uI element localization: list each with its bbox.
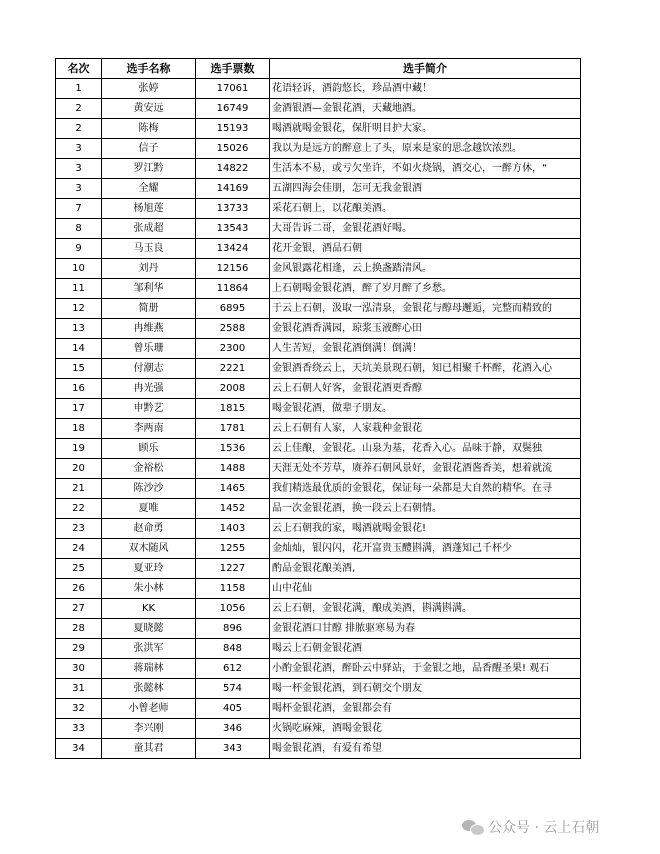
intro-text: 我以为是远方的醉意上了头，原来是家的思念越饮浓烈。: [272, 143, 522, 154]
intro-text: 大哥告诉二哥，金银花酒好喝。: [272, 223, 412, 234]
intro-text: 我们精选最优质的金银花，保证每一朵都是大自然的精华。在寻: [272, 483, 552, 494]
name-cell: 刘丹: [102, 259, 196, 279]
rank-cell: 23: [56, 519, 102, 539]
name-cell: 朱小林: [102, 579, 196, 599]
intro-cell: [270, 419, 581, 439]
votes-cell: 405: [196, 699, 270, 719]
table-row: [56, 179, 581, 199]
intro-text: 云上石朝人好客，金银花酒更香醇: [272, 383, 422, 394]
intro-cell: [270, 659, 581, 679]
intro-cell: [270, 159, 581, 179]
name-cell: 信子: [102, 139, 196, 159]
votes-cell: 612: [196, 659, 270, 679]
intro-cell: [270, 379, 581, 399]
intro-text: 金银酒香绕云上，天坑美景现石朝，知已相聚千杯醉，花酒入心: [272, 363, 552, 374]
name-cell: 赵命勇: [102, 519, 196, 539]
vote-ranking-sheet: [55, 58, 580, 759]
rank-cell: 12: [56, 299, 102, 319]
wechat-icon: [462, 818, 484, 836]
votes-cell: 896: [196, 619, 270, 639]
table-row: [56, 79, 581, 99]
table-header-row: [56, 59, 581, 79]
table-row: [56, 159, 581, 179]
votes-cell: 16749: [196, 99, 270, 119]
votes-cell: 1781: [196, 419, 270, 439]
rank-cell: 3: [56, 159, 102, 179]
votes-cell: 11864: [196, 279, 270, 299]
intro-cell: [270, 739, 581, 759]
intro-cell: [270, 99, 581, 119]
table-row: [56, 379, 581, 399]
votes-cell: 14822: [196, 159, 270, 179]
rank-cell: 2: [56, 119, 102, 139]
name-cell: 夏晓懿: [102, 619, 196, 639]
table-row: [56, 439, 581, 459]
table-row: [56, 499, 581, 519]
rank-cell: 31: [56, 679, 102, 699]
table-row: [56, 519, 581, 539]
votes-cell: 2300: [196, 339, 270, 359]
table-row: [56, 419, 581, 439]
rank-cell: 15: [56, 359, 102, 379]
intro-cell: [270, 239, 581, 259]
intro-cell: [270, 439, 581, 459]
intro-cell: [270, 219, 581, 239]
intro-cell: [270, 679, 581, 699]
rank-cell: 26: [56, 579, 102, 599]
rank-cell: 16: [56, 379, 102, 399]
intro-cell: [270, 359, 581, 379]
votes-cell: 1465: [196, 479, 270, 499]
rank-cell: 19: [56, 439, 102, 459]
votes-cell: 848: [196, 639, 270, 659]
name-cell: 黄安远: [102, 99, 196, 119]
name-cell: 金裕松: [102, 459, 196, 479]
rank-cell: 17: [56, 399, 102, 419]
table-row: [56, 619, 581, 639]
name-cell: 张懿林: [102, 679, 196, 699]
intro-cell: [270, 619, 581, 639]
name-cell: 马玉良: [102, 239, 196, 259]
name-cell: 张成超: [102, 219, 196, 239]
name-cell: 曾乐珊: [102, 339, 196, 359]
intro-cell: [270, 139, 581, 159]
name-cell: 邹利华: [102, 279, 196, 299]
intro-cell: [270, 599, 581, 619]
intro-text: 金风银露花相逢，云上换盏踏清风。: [272, 263, 432, 274]
rank-cell: 22: [56, 499, 102, 519]
name-cell: 夏唯: [102, 499, 196, 519]
header-rank: 名次: [56, 59, 102, 79]
table-body: [56, 79, 581, 759]
table-row: [56, 219, 581, 239]
votes-cell: 1158: [196, 579, 270, 599]
votes-cell: 574: [196, 679, 270, 699]
intro-text: 花开金银，酒品石朝: [272, 243, 362, 254]
intro-text: 金酒银酒—金银花酒，天藏地酒。: [272, 103, 422, 114]
votes-cell: 1056: [196, 599, 270, 619]
table-row: [56, 599, 581, 619]
name-cell: 张洪军: [102, 639, 196, 659]
rank-cell: 14: [56, 339, 102, 359]
intro-text: 酌品金银花酿美酒,: [272, 563, 356, 574]
table-row: [56, 659, 581, 679]
intro-text: 山中花仙: [272, 583, 312, 594]
rank-cell: 11: [56, 279, 102, 299]
votes-cell: 2008: [196, 379, 270, 399]
votes-cell: 13424: [196, 239, 270, 259]
table-row: [56, 119, 581, 139]
intro-text: 喝金银花酒，有爱有希望: [272, 743, 382, 754]
table-row: [56, 539, 581, 559]
rank-cell: 1: [56, 79, 102, 99]
intro-text: 云上石朝有人家，人家栽种金银花: [272, 423, 422, 434]
rank-cell: 29: [56, 639, 102, 659]
rank-cell: 13: [56, 319, 102, 339]
name-cell: 张婷: [102, 79, 196, 99]
table-row: [56, 679, 581, 699]
intro-cell: [270, 699, 581, 719]
table-row: [56, 579, 581, 599]
intro-text: 火锅吃麻辣，酒喝金银花: [272, 723, 382, 734]
name-cell: 夏亚玲: [102, 559, 196, 579]
intro-cell: [270, 299, 581, 319]
name-cell: 小曾老师: [102, 699, 196, 719]
name-cell: 简册: [102, 299, 196, 319]
name-cell: 双木随风: [102, 539, 196, 559]
table-row: [56, 399, 581, 419]
votes-cell: 343: [196, 739, 270, 759]
votes-cell: 17061: [196, 79, 270, 99]
rank-cell: 21: [56, 479, 102, 499]
intro-cell: [270, 459, 581, 479]
votes-cell: 6895: [196, 299, 270, 319]
vote-ranking-table: [55, 58, 581, 759]
rank-cell: 20: [56, 459, 102, 479]
intro-cell: [270, 79, 581, 99]
intro-text: 云上石朝，金银花满，酿成美酒，斟满斟满。: [272, 603, 472, 614]
name-cell: 申黔艺: [102, 399, 196, 419]
intro-cell: [270, 179, 581, 199]
rank-cell: 2: [56, 99, 102, 119]
table-row: [56, 719, 581, 739]
rank-cell: 28: [56, 619, 102, 639]
votes-cell: 2588: [196, 319, 270, 339]
table-row: [56, 479, 581, 499]
name-cell: 冉光强: [102, 379, 196, 399]
intro-text: 生活本不易，或亏欠坐许，不如火烧锅，酒交心，一醉方休，“: [272, 163, 548, 174]
votes-cell: 13543: [196, 219, 270, 239]
name-cell: 蒋瑞林: [102, 659, 196, 679]
name-cell: 冉维燕: [102, 319, 196, 339]
rank-cell: 34: [56, 739, 102, 759]
votes-cell: 13733: [196, 199, 270, 219]
votes-cell: 1488: [196, 459, 270, 479]
rank-cell: 33: [56, 719, 102, 739]
intro-text: 采花石朝上，以花酿美酒。: [272, 203, 392, 214]
table-row: [56, 279, 581, 299]
name-cell: 全耀: [102, 179, 196, 199]
table-row: [56, 259, 581, 279]
intro-cell: [270, 719, 581, 739]
intro-text: 天涯无处不芳草，赓养石朝风景好，金银花酒酱香美，想着就流: [272, 463, 552, 474]
table-row: [56, 319, 581, 339]
votes-cell: 1536: [196, 439, 270, 459]
intro-text: 人生苦短，金银花酒倒满！倒满！: [272, 343, 422, 354]
rank-cell: 9: [56, 239, 102, 259]
intro-cell: [270, 519, 581, 539]
table-row: [56, 339, 581, 359]
name-cell: 顾乐: [102, 439, 196, 459]
table-row: [56, 359, 581, 379]
rank-cell: 25: [56, 559, 102, 579]
votes-cell: 15026: [196, 139, 270, 159]
header-name: 选手名称: [102, 59, 196, 79]
account-watermark: [462, 817, 599, 837]
name-cell: 陈梅: [102, 119, 196, 139]
intro-text: 上石朝喝金银花酒，醉了岁月醉了乡愁。: [272, 283, 452, 294]
intro-text: 云上佳酿，金银花。山泉为基，花香入心。品味于静，双鬓独: [272, 443, 542, 454]
rank-cell: 3: [56, 139, 102, 159]
votes-cell: 346: [196, 719, 270, 739]
intro-text: 花语轻诉，酒韵悠长，珍品酒中藏！: [272, 83, 432, 94]
intro-text: 小酌金银花酒，醉卧云中驿站，于金银之地，品香醒圣果! 观石: [272, 663, 550, 674]
rank-cell: 30: [56, 659, 102, 679]
votes-cell: 1815: [196, 399, 270, 419]
rank-cell: 18: [56, 419, 102, 439]
table-row: [56, 99, 581, 119]
votes-cell: 1403: [196, 519, 270, 539]
name-cell: KK: [102, 599, 196, 619]
name-cell: 杨旭莲: [102, 199, 196, 219]
table-row: [56, 739, 581, 759]
table-row: [56, 639, 581, 659]
intro-cell: [270, 579, 581, 599]
intro-cell: [270, 339, 581, 359]
table-row: [56, 299, 581, 319]
intro-text: 喝云上石朝金银花酒: [272, 643, 362, 654]
intro-text: 于云上石朝，汲取一泓清泉，金银花与醇母邂逅，完整而精致的: [272, 303, 552, 314]
intro-cell: [270, 399, 581, 419]
intro-cell: [270, 539, 581, 559]
votes-cell: 14169: [196, 179, 270, 199]
intro-text: 金银花酒口甘醇 排脓驱寒易为春: [272, 623, 416, 634]
rank-cell: 3: [56, 179, 102, 199]
votes-cell: 1255: [196, 539, 270, 559]
intro-text: 喝杯金银花酒，金银都会有: [272, 703, 392, 714]
table-row: [56, 699, 581, 719]
intro-text: 金银花酒香满园，琼浆玉液醉心田: [272, 323, 422, 334]
table-row: [56, 559, 581, 579]
intro-text: 品一次金银花酒，换一段云上石朝情。: [272, 503, 442, 514]
intro-cell: [270, 499, 581, 519]
intro-text: 云上石朝我的家，喝酒就喝金银花!: [272, 523, 427, 534]
table-row: [56, 199, 581, 219]
votes-cell: 1227: [196, 559, 270, 579]
intro-cell: [270, 479, 581, 499]
intro-text: 喝一杯金银花酒，到石朝交个朋友: [272, 683, 422, 694]
rank-cell: 8: [56, 219, 102, 239]
rank-cell: 7: [56, 199, 102, 219]
intro-cell: [270, 279, 581, 299]
name-cell: 罗江黔: [102, 159, 196, 179]
rank-cell: 24: [56, 539, 102, 559]
intro-cell: [270, 119, 581, 139]
name-cell: 李兴刚: [102, 719, 196, 739]
intro-cell: [270, 319, 581, 339]
intro-cell: [270, 639, 581, 659]
intro-text: 金灿灿，银闪闪，花开富贵玉醴斟满，酒蓬知己千杯少: [272, 543, 512, 554]
header-votes: 选手票数: [196, 59, 270, 79]
votes-cell: 15193: [196, 119, 270, 139]
rank-cell: 10: [56, 259, 102, 279]
table-row: [56, 139, 581, 159]
intro-cell: [270, 559, 581, 579]
table-row: [56, 459, 581, 479]
rank-cell: 32: [56, 699, 102, 719]
watermark-text: 公众号 · 云上石朝: [488, 820, 600, 836]
votes-cell: 2221: [196, 359, 270, 379]
intro-text: 喝金银花酒，做辈子朋友。: [272, 403, 392, 414]
votes-cell: 12156: [196, 259, 270, 279]
votes-cell: 1452: [196, 499, 270, 519]
name-cell: 童其君: [102, 739, 196, 759]
intro-text: 喝酒就喝金银花，保肝明目护大家。: [272, 123, 432, 134]
header-intro: 选手简介: [270, 59, 581, 79]
intro-text: 五湖四海会佳朋，怎可无我金银酒: [272, 183, 422, 194]
name-cell: 付潮志: [102, 359, 196, 379]
table-row: [56, 239, 581, 259]
rank-cell: 27: [56, 599, 102, 619]
intro-cell: [270, 199, 581, 219]
name-cell: 李两南: [102, 419, 196, 439]
name-cell: 陈沙沙: [102, 479, 196, 499]
intro-cell: [270, 259, 581, 279]
